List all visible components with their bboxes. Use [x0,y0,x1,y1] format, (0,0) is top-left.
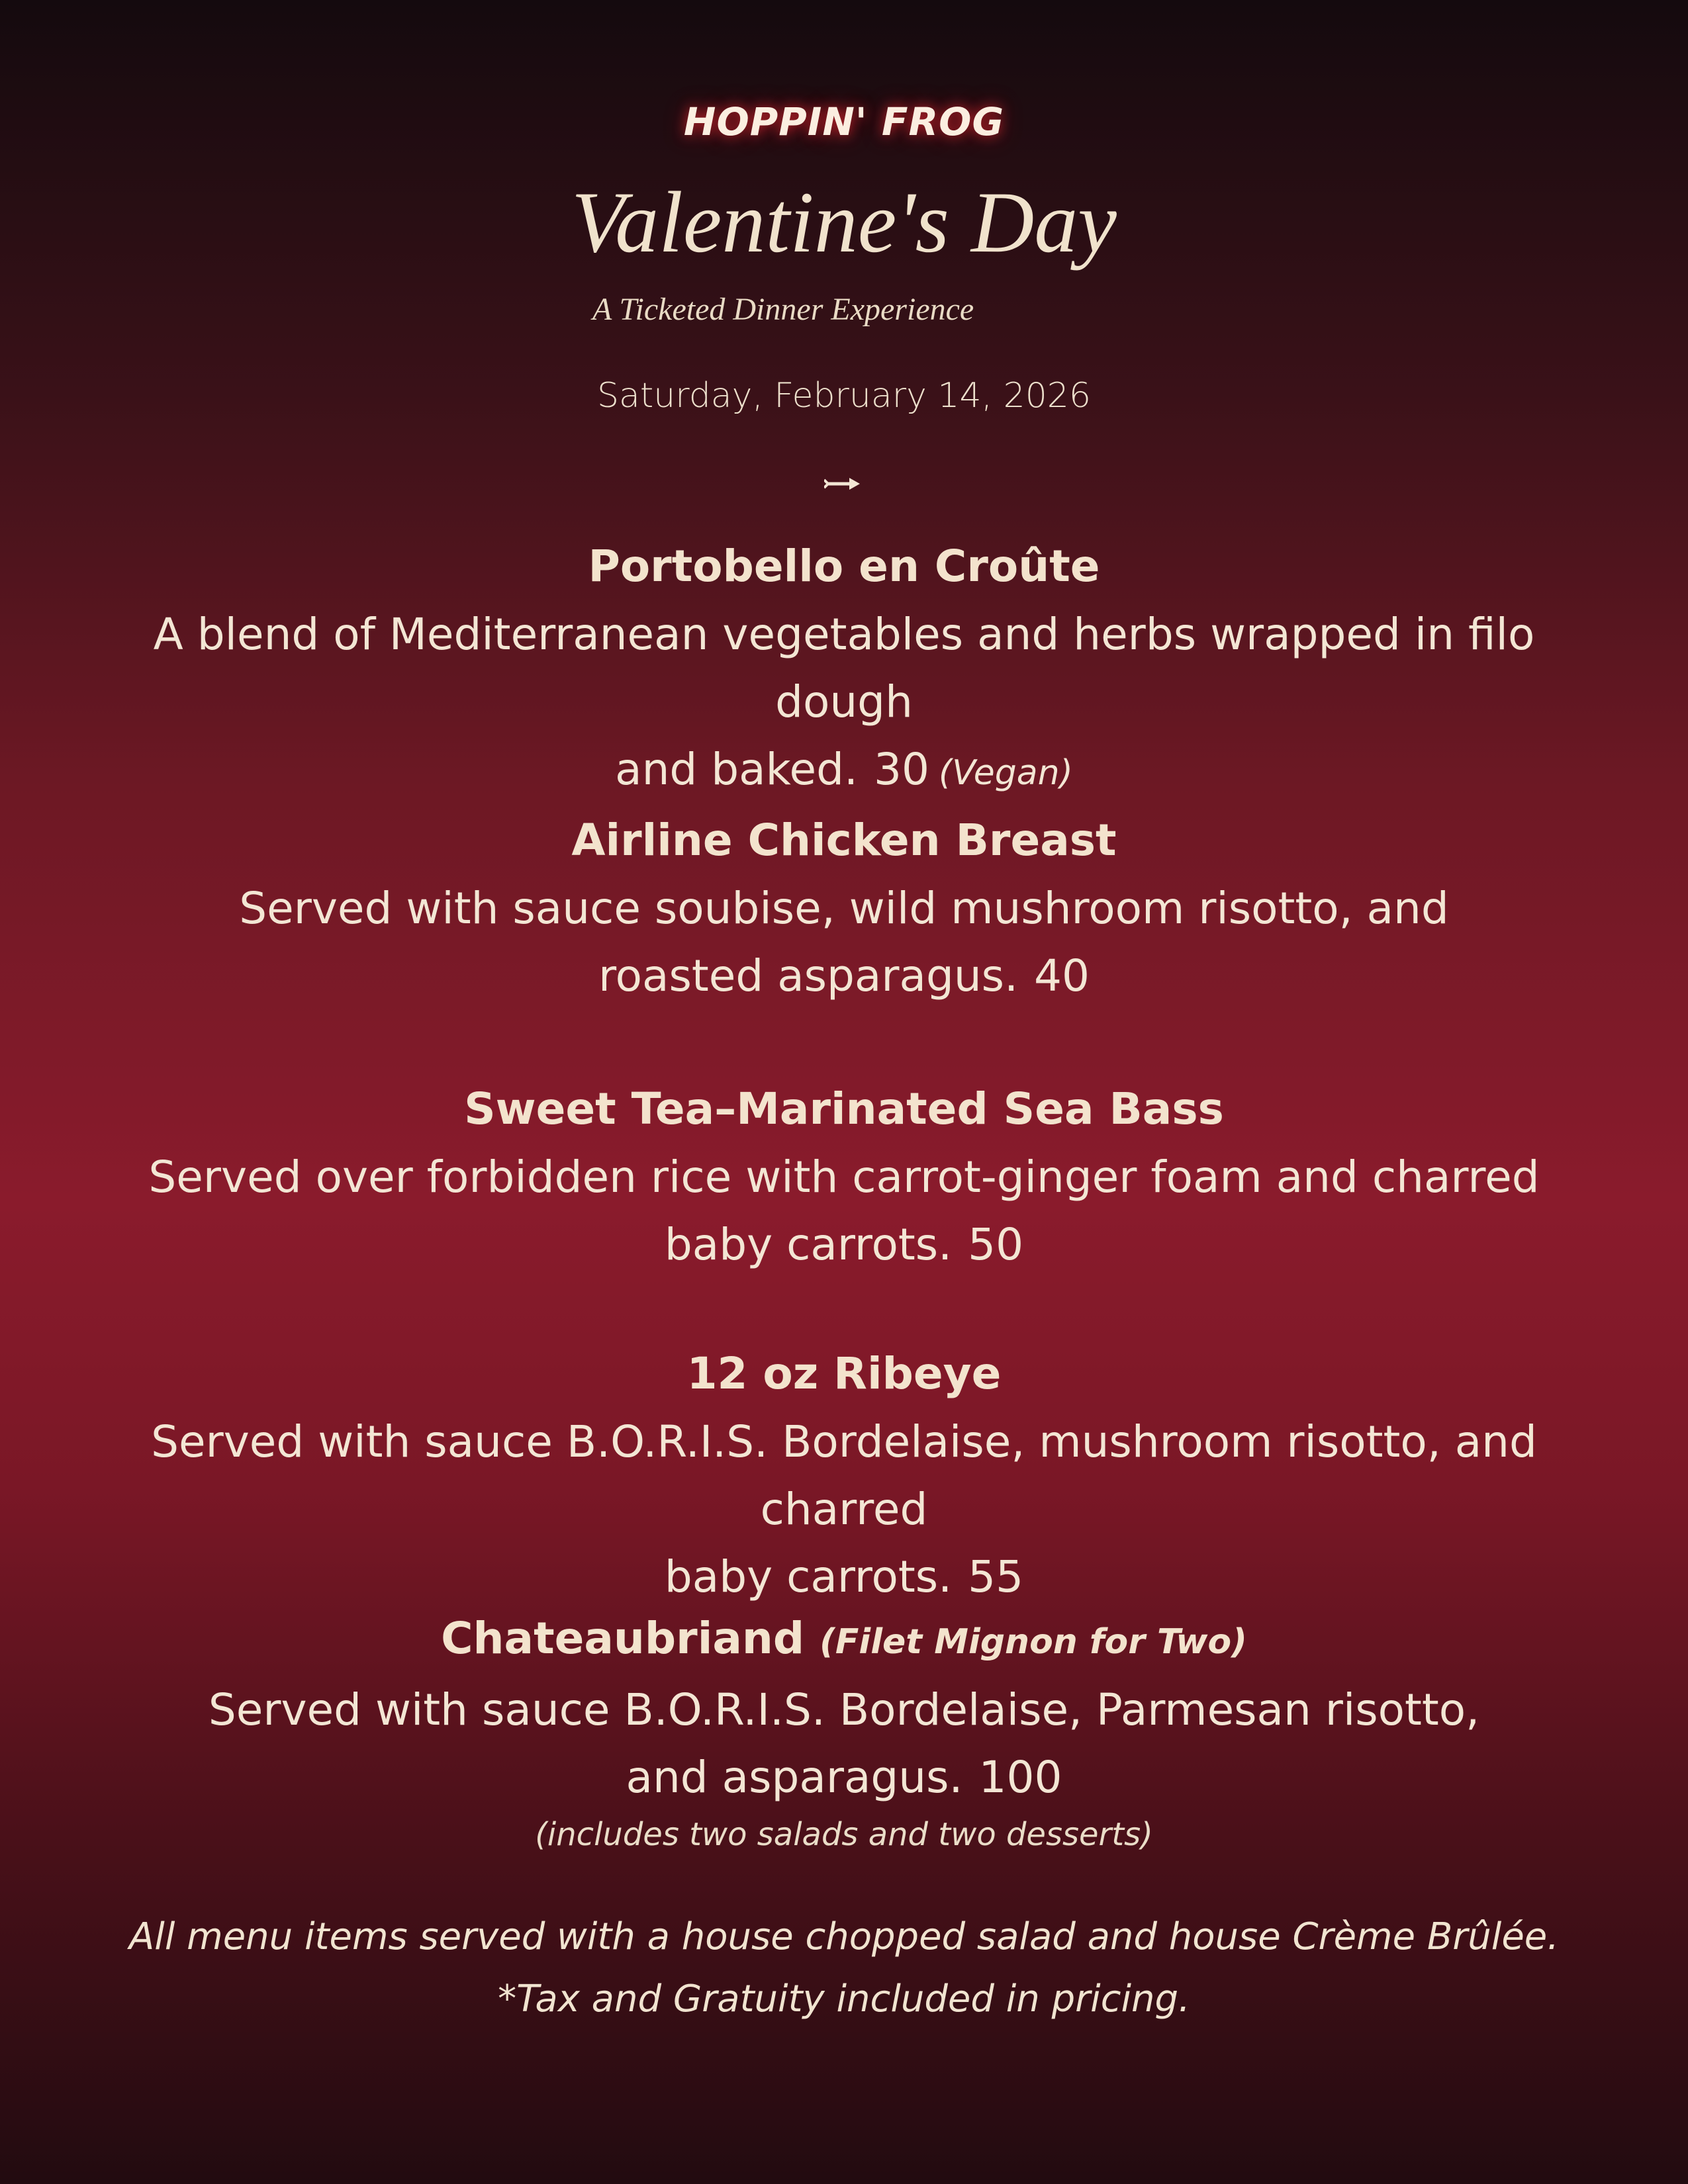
menu-item-desc-end: roasted asparagus. [598,950,1019,1001]
menu-item [0,532,1688,807]
menu-item-price: 100 [978,1752,1062,1803]
menu-item [0,1075,1688,1279]
page-subtitle: A Ticketed Dinner Experience [592,292,974,327]
menu-item-desc-line [83,1543,1605,1611]
page-title: Valentine's Day [571,173,1117,271]
menu-item-desc-line [83,1211,1605,1279]
heart-arrow-icon [824,474,864,494]
event-date: Saturday, February 14, 2026 [597,376,1091,416]
brand-logo: HOPPIN' FROG [683,99,1005,144]
menu-item-price: 30 [873,744,929,795]
menu-item-description [83,1144,1605,1279]
menu-item [0,806,1688,1010]
menu-item-name: Sweet Tea–Marinated Sea Bass [464,1083,1224,1134]
menu-item-desc-line: Served with sauce soubise, wild mushroom risotto, and [239,883,1449,934]
menu-item-desc-end: and asparagus. [626,1752,963,1803]
menu-item-extra-note: (includes two salads and two desserts) [535,1816,1153,1853]
menu-item [0,1604,1688,1858]
menu-item-price: 50 [968,1219,1024,1270]
menu-item-price: 40 [1034,950,1090,1001]
menu-item-desc-end: baby carrots. [664,1219,953,1270]
menu-item-desc-line [83,1744,1605,1811]
menu-item-name-row [0,1604,1688,1676]
menu-item-desc-line: Served over forbidden rice with carrot-ginger foam and charred [148,1152,1540,1203]
menu-item [0,1340,1688,1611]
menu-item-description [83,601,1605,807]
menu-item-tag: (Vegan) [938,753,1073,793]
menu-item-price: 55 [968,1551,1024,1602]
menu-item-description [83,1408,1605,1611]
menu-item-name: Airline Chicken Breast [571,815,1117,866]
menu-item-desc-line: Served with sauce B.O.R.I.S. Bordelaise, mushroom risotto, and charred [151,1416,1537,1535]
menu-footer [0,1906,1688,2030]
menu-item-description [83,1676,1605,1811]
menu-item-desc-line: Served with sauce B.O.R.I.S. Bordelaise, Parmesan risotto, [208,1684,1480,1735]
menu-item-name: Chateaubriand [441,1613,805,1664]
footer-line: *Tax and Gratuity included in pricing. [498,1978,1190,2021]
menu-item-desc-end: baby carrots. [664,1551,953,1602]
menu-item-description [83,875,1605,1010]
menu-item-desc-line: A blend of Mediterranean vegetables and herbs wrapped in filo dough [153,609,1535,727]
menu-item-desc-line [83,942,1605,1010]
menu-item-desc-end: and baked. [615,744,858,795]
menu-item-desc-line [83,736,1605,807]
footer-line: All menu items served with a house chopped salad and house Crème Brûlée. [128,1915,1560,1958]
menu-item-name-note: (Filet Mignon for Two) [820,1622,1247,1662]
menu-item-name: Portobello en Croûte [588,541,1100,592]
menu-item-name: 12 oz Ribeye [686,1348,1002,1399]
